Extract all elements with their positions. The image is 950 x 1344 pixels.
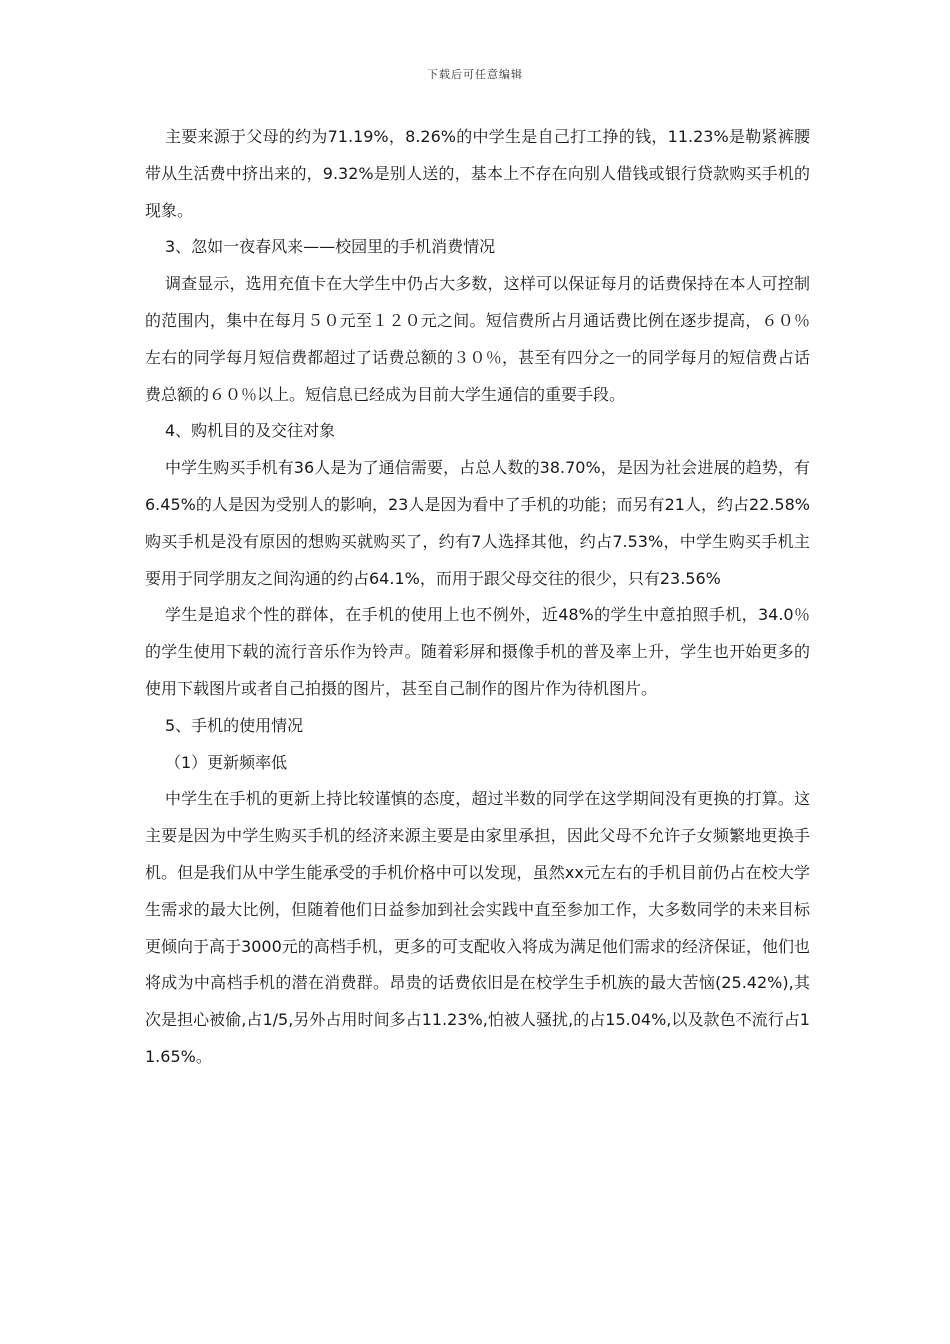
section-heading-4: 4、购机目的及交往对象 bbox=[165, 421, 336, 441]
subsection-heading-5-1: （1）更新频率低 bbox=[165, 752, 288, 772]
paragraph-phone-spending: 调查显示，选用充值卡在大学生中仍占大多数，这样可以保证每月的话费保持在本人可控制的范围内，集中在每月５０元至１２０元之间。短信费所占月通话费比例在逐步提高，６０％左右的同学每月短信费都超过了话费总额的３０％，甚至有四分之一的同学每月的短信费占话费总额的６０％以上。短信息已经成为目前大学生通信的重要手段。 bbox=[145, 274, 810, 404]
section-heading-5: 5、手机的使用情况 bbox=[165, 715, 304, 735]
paragraph-update-frequency: 中学生在手机的更新上持比较谨慎的态度，超过半数的同学在这学期间没有更换的打算。这主要是因为中学生购买手机的经济来源主要是由家里承担，因此父母不允许子女频繁地更换手机。但是我们从中学生能承受的手机价格中可以发现，虽然xx元左右的手机目前仍占在校大学生需求的最大比例，但随着他们日益参加到社会实践中直至参加工作，大多数同学的未来目标更倾向于高于3000元的高档手机，更多的可支配收入将成为满足他们需求的经济保证，他们也将成为中高档手机的潜在消费群。昂贵的话费依旧是在校学生手机族的最大苦恼(25.42%),其次是担心被偷,占1/5,另外占用时间多占11.23%,怕被人骚扰,的占15.04%,以及款色不流行占11.65%。 bbox=[145, 789, 810, 1066]
paragraph-funding-sources: 主要来源于父母的约为71.19%，8.26%的中学生是自己打工挣的钱，11.23%是勒紧裤腰带从生活费中挤出来的，9.32%是别人送的，基本上不存在向别人借钱或银行贷款购买手机的现象。 bbox=[145, 127, 810, 220]
paragraph-purchase-purpose: 中学生购买手机有36人是为了通信需要，占总人数的38.70%，是因为社会进展的趋势，有6.45%的人是因为受别人的影响，23人是因为看中了手机的功能；而另有21人，约占22.58%购买手机是没有原因的想购买就购买了，约有7人选择其他，约占7.53%，中学生购买手机主要用于同学朋友之间沟通的约占64.1%，而用于跟父母交往的很少，只有23.56% bbox=[145, 458, 810, 588]
section-heading-3: 3、忽如一夜春风来——校园里的手机消费情况 bbox=[165, 237, 496, 257]
paragraph-personalization: 学生是追求个性的群体，在手机的使用上也不例外，近48%的学生中意拍照手机，34.0％的学生使用下载的流行音乐作为铃声。随着彩屏和摄像手机的普及率上升，学生也开始更多的使用下载图片或者自己拍摄的图片，甚至自己制作的图片作为待机图片。 bbox=[145, 605, 810, 698]
page-header: 下载后可任意编辑 bbox=[427, 68, 523, 81]
document-body bbox=[145, 119, 810, 1076]
